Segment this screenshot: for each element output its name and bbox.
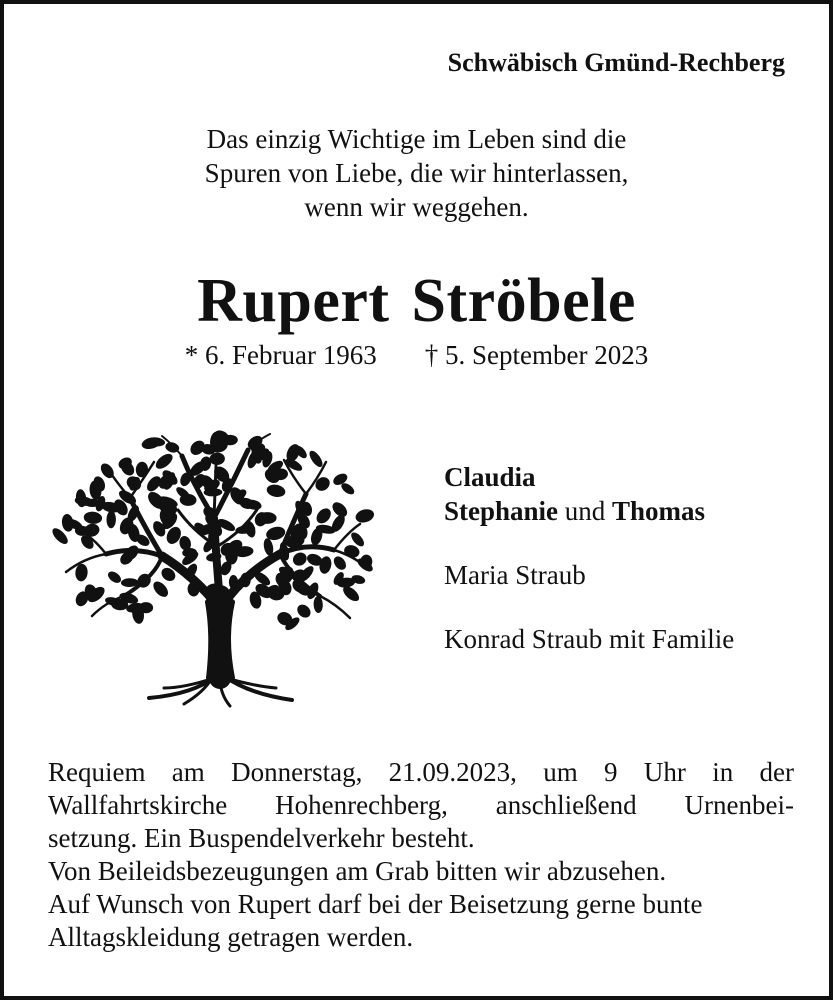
quote-line: Spuren von Liebe, die wir hinterlassen,: [204, 158, 629, 188]
birth-date: * 6. Februar 1963: [184, 340, 377, 370]
mourner-name: Claudia: [444, 462, 536, 492]
notice-line: Requiem am Donnerstag, 21.09.2023, um 9 Uhr in der: [48, 757, 794, 787]
deceased-name: [4, 266, 829, 337]
mourner-name: Konrad Straub mit Familie: [444, 624, 735, 654]
first-name: Rupert: [197, 267, 390, 335]
quote-line: Das einzig Wichtige im Leben sind die: [206, 124, 627, 154]
mourner-name: Stephanie: [444, 496, 559, 526]
death-date: † 5. September 2023: [424, 340, 649, 370]
notice-line: Auf Wunsch von Rupert darf bei der Beisetzung gerne bunte: [48, 889, 703, 919]
last-name: Ströbele: [411, 267, 636, 335]
location-heading: Schwäbisch Gmünd-Rechberg: [447, 48, 785, 77]
memorial-quote: [4, 122, 829, 224]
mourner-name: Maria Straub: [444, 560, 586, 590]
tree-icon: [44, 426, 389, 716]
notice-line: Von Beileidsbezeugungen am Grab bitten wir abzusehen.: [48, 856, 667, 886]
funeral-notice: [48, 756, 794, 954]
notice-line: setzung. Ein Buspendelverkehr besteht.: [48, 823, 475, 853]
mourner-name: Thomas: [612, 496, 706, 526]
quote-line: wenn wir weggehen.: [304, 192, 529, 222]
notice-line: Wallfahrtskirche Hohenrechberg, anschließend Urnenbei-: [48, 790, 794, 820]
life-dates: [4, 340, 829, 371]
mourners-list: [444, 460, 734, 656]
mourner-conjunction: und: [558, 496, 613, 526]
notice-line: Alltagskleidung getragen werden.: [48, 922, 414, 952]
mourner-line: [444, 494, 734, 528]
